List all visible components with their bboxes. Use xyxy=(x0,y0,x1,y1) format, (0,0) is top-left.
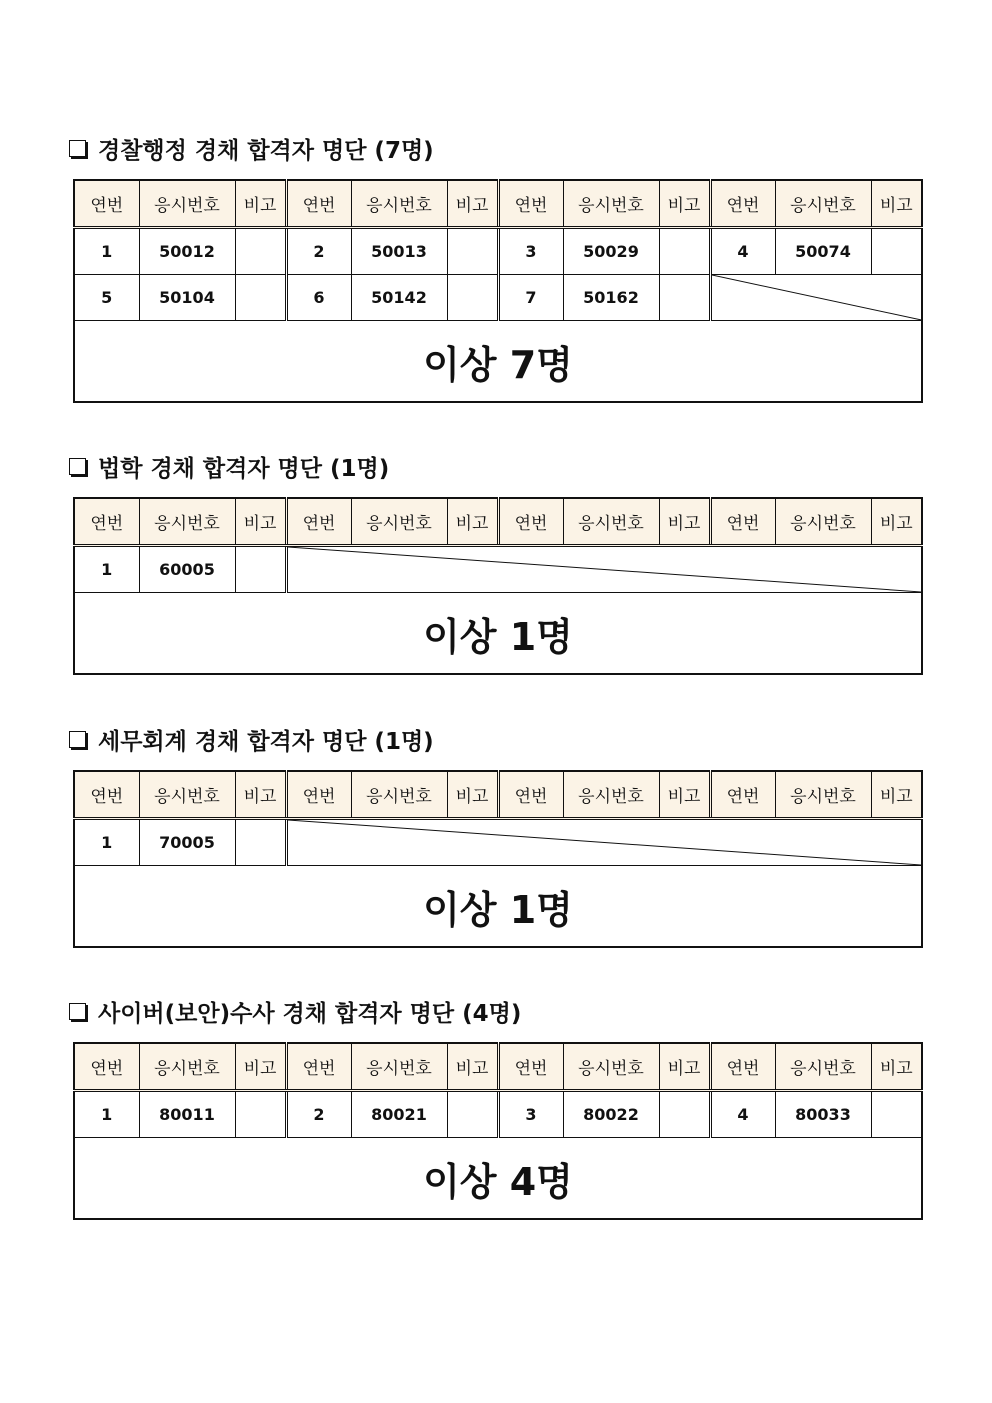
exam-number-cell: 50142 xyxy=(351,275,447,321)
checkbox-square-icon xyxy=(69,140,86,157)
remarks-cell xyxy=(447,1091,498,1138)
serial-number-cell: 1 xyxy=(74,819,139,866)
section-title-text: 사이버(보안)수사 경채 합격자 명단 (4명) xyxy=(98,1001,522,1027)
summary-row xyxy=(74,866,922,948)
column-header: 응시번호 xyxy=(139,1043,235,1091)
column-header: 연번 xyxy=(498,1043,563,1091)
column-header: 연번 xyxy=(498,771,563,819)
serial-number-cell: 3 xyxy=(498,1091,563,1138)
column-header: 비고 xyxy=(447,180,498,228)
roster-table xyxy=(73,770,923,948)
summary-total: 이상 7명 xyxy=(74,321,922,403)
column-header: 응시번호 xyxy=(139,180,235,228)
column-header: 비고 xyxy=(659,1043,710,1091)
column-header: 비고 xyxy=(447,771,498,819)
column-header: 비고 xyxy=(447,498,498,546)
summary-row xyxy=(74,321,922,403)
remarks-cell xyxy=(447,275,498,321)
column-header: 응시번호 xyxy=(563,180,659,228)
remarks-cell xyxy=(871,228,922,275)
remarks-cell xyxy=(659,228,710,275)
diagonal-line xyxy=(712,275,922,320)
column-header: 연번 xyxy=(74,498,139,546)
column-header: 응시번호 xyxy=(351,1043,447,1091)
remarks-cell xyxy=(235,228,286,275)
serial-number-cell: 2 xyxy=(286,228,351,275)
exam-number-cell: 70005 xyxy=(139,819,235,866)
section-title xyxy=(69,450,389,483)
empty-diagonal-cell xyxy=(710,275,922,321)
diagonal-line xyxy=(288,547,922,592)
checkbox-square-icon xyxy=(69,458,86,475)
exam-number-cell: 80033 xyxy=(775,1091,871,1138)
remarks-cell xyxy=(871,1091,922,1138)
section-title-text: 법학 경채 합격자 명단 (1명) xyxy=(98,456,390,482)
section-title-text: 세무회계 경채 합격자 명단 (1명) xyxy=(98,729,434,755)
column-header: 응시번호 xyxy=(775,498,871,546)
column-header: 연번 xyxy=(74,771,139,819)
column-header: 비고 xyxy=(235,771,286,819)
serial-number-cell: 5 xyxy=(74,275,139,321)
serial-number-cell: 2 xyxy=(286,1091,351,1138)
section-title xyxy=(69,995,521,1028)
remarks-cell xyxy=(235,819,286,866)
table-row xyxy=(74,819,922,866)
serial-number-cell: 7 xyxy=(498,275,563,321)
column-header: 연번 xyxy=(286,771,351,819)
checkbox-square-icon xyxy=(69,731,86,748)
serial-number-cell: 6 xyxy=(286,275,351,321)
column-header: 비고 xyxy=(447,1043,498,1091)
column-header: 응시번호 xyxy=(775,1043,871,1091)
column-header: 응시번호 xyxy=(351,180,447,228)
exam-number-cell: 50104 xyxy=(139,275,235,321)
column-header: 연번 xyxy=(498,498,563,546)
summary-row xyxy=(74,593,922,675)
exam-number-cell: 50162 xyxy=(563,275,659,321)
column-header: 응시번호 xyxy=(775,771,871,819)
column-header: 비고 xyxy=(659,771,710,819)
column-header: 비고 xyxy=(235,180,286,228)
roster-table xyxy=(73,497,923,675)
column-header: 연번 xyxy=(286,498,351,546)
table-row xyxy=(74,546,922,593)
summary-total: 이상 1명 xyxy=(74,593,922,675)
column-header: 연번 xyxy=(74,1043,139,1091)
column-header: 비고 xyxy=(235,1043,286,1091)
exam-number-cell: 50029 xyxy=(563,228,659,275)
exam-number-cell: 50013 xyxy=(351,228,447,275)
column-header: 연번 xyxy=(498,180,563,228)
column-header: 응시번호 xyxy=(351,498,447,546)
roster-table xyxy=(73,179,923,403)
exam-number-cell: 80021 xyxy=(351,1091,447,1138)
summary-total: 이상 1명 xyxy=(74,866,922,948)
remarks-cell xyxy=(659,1091,710,1138)
column-header: 비고 xyxy=(659,498,710,546)
serial-number-cell: 3 xyxy=(498,228,563,275)
column-header: 비고 xyxy=(871,771,922,819)
table-row xyxy=(74,228,922,275)
empty-diagonal-cell xyxy=(286,546,922,593)
serial-number-cell: 4 xyxy=(710,1091,775,1138)
exam-number-cell: 50074 xyxy=(775,228,871,275)
header-row xyxy=(74,180,922,228)
remarks-cell xyxy=(447,228,498,275)
section-title xyxy=(69,723,434,756)
column-header: 응시번호 xyxy=(563,1043,659,1091)
header-row xyxy=(74,771,922,819)
section-title xyxy=(69,132,434,165)
diagonal-line xyxy=(288,820,922,865)
column-header: 응시번호 xyxy=(139,771,235,819)
column-header: 연번 xyxy=(710,180,775,228)
header-row xyxy=(74,498,922,546)
column-header: 응시번호 xyxy=(351,771,447,819)
serial-number-cell: 4 xyxy=(710,228,775,275)
column-header: 연번 xyxy=(74,180,139,228)
column-header: 연번 xyxy=(710,771,775,819)
column-header: 비고 xyxy=(871,1043,922,1091)
column-header: 응시번호 xyxy=(563,498,659,546)
remarks-cell xyxy=(235,275,286,321)
column-header: 연번 xyxy=(710,498,775,546)
column-header: 연번 xyxy=(710,1043,775,1091)
column-header: 응시번호 xyxy=(139,498,235,546)
remarks-cell xyxy=(235,546,286,593)
empty-diagonal-cell xyxy=(286,819,922,866)
column-header: 비고 xyxy=(235,498,286,546)
serial-number-cell: 1 xyxy=(74,228,139,275)
column-header: 비고 xyxy=(871,498,922,546)
table-row xyxy=(74,275,922,321)
serial-number-cell: 1 xyxy=(74,546,139,593)
exam-number-cell: 80011 xyxy=(139,1091,235,1138)
column-header: 비고 xyxy=(871,180,922,228)
column-header: 연번 xyxy=(286,1043,351,1091)
column-header: 응시번호 xyxy=(775,180,871,228)
header-row xyxy=(74,1043,922,1091)
column-header: 연번 xyxy=(286,180,351,228)
exam-number-cell: 60005 xyxy=(139,546,235,593)
column-header: 응시번호 xyxy=(563,771,659,819)
roster-table xyxy=(73,1042,923,1220)
summary-row xyxy=(74,1138,922,1220)
serial-number-cell: 1 xyxy=(74,1091,139,1138)
remarks-cell xyxy=(235,1091,286,1138)
exam-number-cell: 50012 xyxy=(139,228,235,275)
summary-total: 이상 4명 xyxy=(74,1138,922,1220)
column-header: 비고 xyxy=(659,180,710,228)
remarks-cell xyxy=(659,275,710,321)
exam-number-cell: 80022 xyxy=(563,1091,659,1138)
checkbox-square-icon xyxy=(69,1003,86,1020)
table-row xyxy=(74,1091,922,1138)
section-title-text: 경찰행정 경채 합격자 명단 (7명) xyxy=(98,138,434,164)
